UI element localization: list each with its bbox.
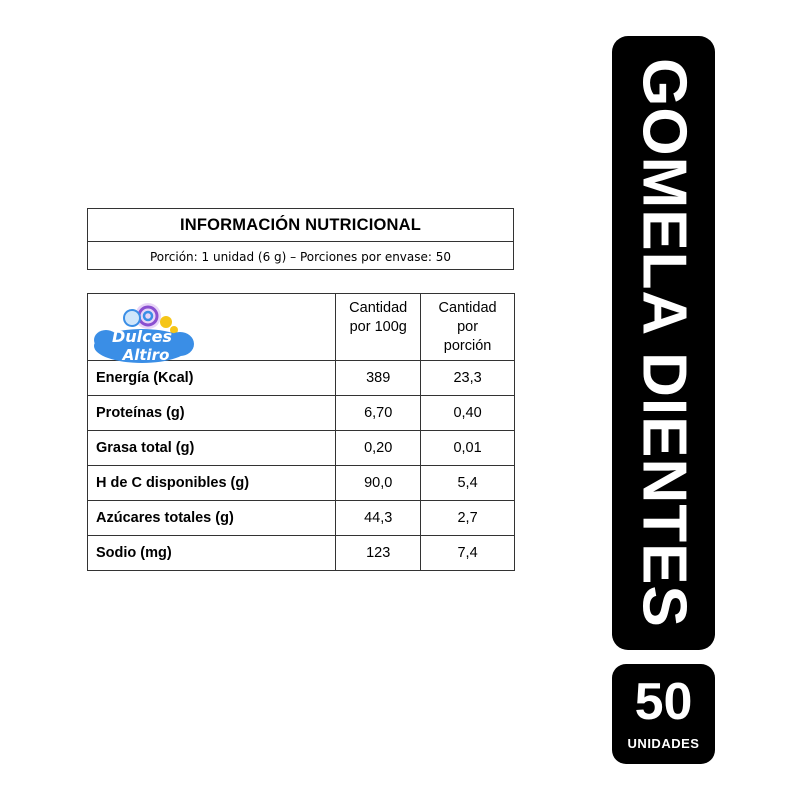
table-row bbox=[88, 501, 515, 536]
column-header-per-portion bbox=[421, 294, 515, 361]
value-per-portion: 23,3 bbox=[421, 361, 515, 396]
portion-info: Porción: 1 unidad (6 g) – Porciones por envase: 50 bbox=[149, 249, 452, 264]
unit-count-label: UNIDADES bbox=[627, 736, 700, 751]
logo-text-line2: Altiro bbox=[122, 346, 170, 364]
nutrient-name: Sodio (mg) bbox=[88, 536, 336, 571]
table-row bbox=[88, 431, 515, 466]
col100-line1: Cantidad bbox=[349, 299, 408, 316]
column-header-per100 bbox=[336, 294, 421, 361]
value-per100: 6,70 bbox=[336, 396, 421, 431]
table-header-row bbox=[88, 294, 515, 361]
nutrient-name: Azúcares totales (g) bbox=[88, 501, 336, 536]
value-per-portion: 0,40 bbox=[421, 396, 515, 431]
colpor-line3: porción bbox=[443, 337, 492, 354]
value-per100: 123 bbox=[336, 536, 421, 571]
value-per-portion: 7,4 bbox=[421, 536, 515, 571]
product-name: GOMELA DIENTES bbox=[629, 58, 698, 628]
nutrition-title: INFORMACIÓN NUTRICIONAL bbox=[88, 209, 513, 242]
nutrition-table bbox=[87, 293, 515, 571]
value-per-portion: 5,4 bbox=[421, 466, 515, 501]
table-row bbox=[88, 536, 515, 571]
value-per-portion: 0,01 bbox=[421, 431, 515, 466]
value-per100: 44,3 bbox=[336, 501, 421, 536]
nutrient-name: H de C disponibles (g) bbox=[88, 466, 336, 501]
nutrient-name: Grasa total (g) bbox=[88, 431, 336, 466]
logo-text-line1: Dulces bbox=[111, 327, 173, 346]
col100-line2: por 100g bbox=[349, 318, 407, 335]
table-row bbox=[88, 466, 515, 501]
nutrient-name: Proteínas (g) bbox=[88, 396, 336, 431]
colpor-line2: por bbox=[457, 318, 479, 335]
value-per100: 90,0 bbox=[336, 466, 421, 501]
value-per-portion: 2,7 bbox=[421, 501, 515, 536]
colpor-line1: Cantidad bbox=[438, 299, 497, 316]
nutrition-header bbox=[87, 208, 514, 270]
logo-cell bbox=[88, 294, 336, 364]
product-name-banner bbox=[612, 36, 715, 650]
unit-count-number: 50 bbox=[634, 673, 693, 731]
value-per100: 0,20 bbox=[336, 431, 421, 466]
unit-count-badge bbox=[612, 664, 715, 764]
nutrient-name: Energía (Kcal) bbox=[88, 361, 336, 396]
dulces-altiro-logo bbox=[90, 298, 200, 368]
table-row bbox=[88, 396, 515, 431]
value-per100: 389 bbox=[336, 361, 421, 396]
